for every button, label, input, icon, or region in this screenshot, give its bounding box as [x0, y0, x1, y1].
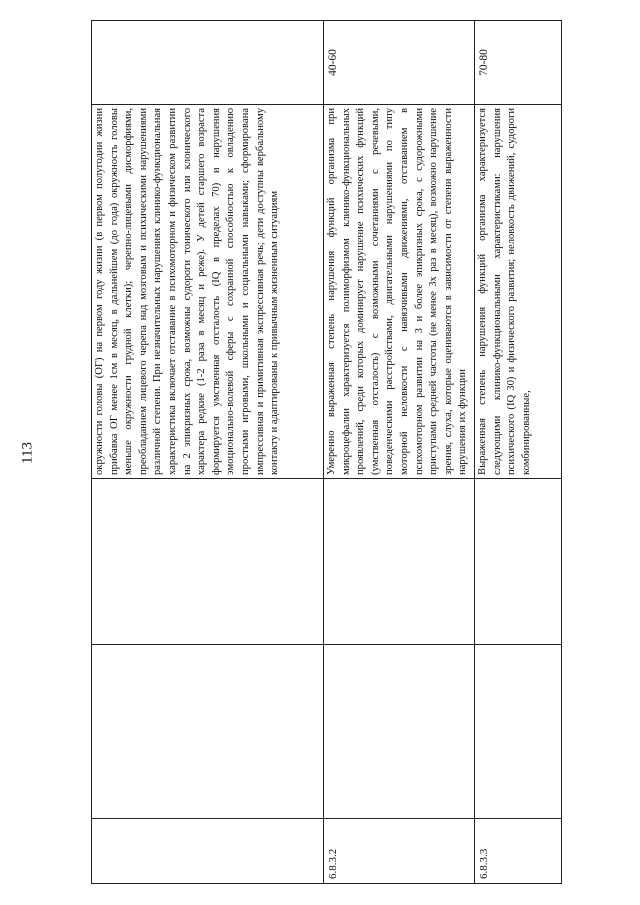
- row-description: окружности головы (ОГ) на первом году жизни (в первом полугодии жизни прибавка ОГ менее 1см в месяц, в дальнейшем (до года) окружность головы меньше окружности грудной клетки); черепно-лицевыми дисморфиями, преобладанием лицевого черепа над мозговым и психическими нарушениями различной степени. При незначительных нарушениях клинико-функциональная характеристика включает отставание в психомоторном и физическом развитии на 2 эпикризных срока, возможны судороги тонического или клонического характера редкие (1-2 раза в месяц и реже). У детей старшего возраста формируется умственная отсталость (IQ в пределах 70) и нарушения эмоционально-волевой сферы с сохранной способностью к овладению простыми игровыми, школьными и социальными навыками; сформирована импрессивная и примитивная экспрессивная речь; дети доступны вербальному контакту и адаптированы к привычным жизненным ситуациям: [94, 108, 281, 475]
- empty-cell: [92, 645, 324, 819]
- row-percent: 40-60: [327, 49, 339, 76]
- empty-cell: [324, 479, 475, 645]
- code-cell: [324, 819, 475, 884]
- empty-cell: [92, 479, 324, 645]
- rotated-table-container: [91, 21, 561, 884]
- row-percent: [92, 21, 98, 104]
- row-description: Выраженная степень нарушения функций организма характеризуется следующими клинико-функциональными характеристиками: нарушения психического (IQ 30) и физического развития; неловкость движений, судороги комбинированные,: [477, 108, 532, 475]
- row-description: Умеренно выраженная степень нарушения функций организма при микроцефалии характеризуется полиморфизмом клинико-функциональных проявлений, среди которых доминирует нарушение психических функций (умственная отсталость) с возможными сочетаниями с речевыми, поведенческими расстройствами, двигательными нарушениями по типу моторной неловкости с навязчивыми движениями, отставанием в психомоторном развитии на 3 и более эпикризных срока, с судорожными приступами средней частоты (не менее 3х раз в месяц), возможно нарушение зрения, слуха, которые оцениваются в зависимости от степени выраженности нарушения их функции: [326, 108, 469, 475]
- row-code: 6.8.3.3: [478, 848, 490, 879]
- empty-cell: [475, 645, 562, 819]
- description-cell: [92, 105, 324, 479]
- percent-cell: [324, 21, 475, 105]
- row-code: [92, 819, 98, 883]
- percent-cell: [92, 21, 324, 105]
- row-code: 6.8.3.2: [327, 848, 339, 879]
- disability-criteria-table: [91, 20, 562, 884]
- empty-cell: [324, 645, 475, 819]
- table-row: [324, 21, 475, 884]
- row-percent: 70-80: [478, 49, 490, 76]
- page-number: 113: [19, 442, 36, 464]
- code-cell: [92, 819, 324, 884]
- table-row: [475, 21, 562, 884]
- code-cell: [475, 819, 562, 884]
- empty-cell: [475, 479, 562, 645]
- percent-cell: [475, 21, 562, 105]
- description-cell: [475, 105, 562, 479]
- table-row: [92, 21, 324, 884]
- description-cell: [324, 105, 475, 479]
